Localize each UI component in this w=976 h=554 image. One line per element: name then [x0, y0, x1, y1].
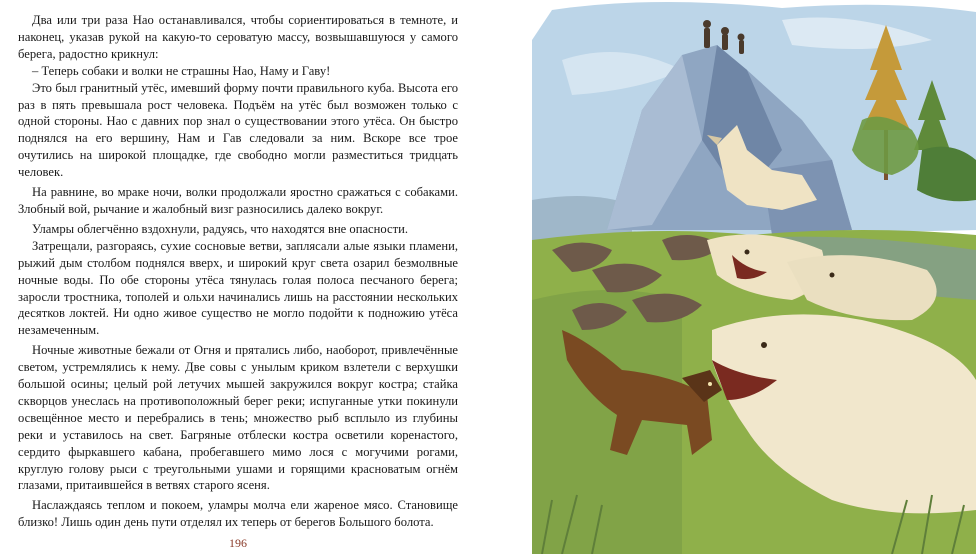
- page-number: 196: [229, 536, 247, 550]
- paragraph: Два или три раза Нао останавливался, чтобы сориентироваться в темноте, и наконец, указав рукой на какую-то сероватую массу, возвышавшуюся у самого берега, радостно крикнул:: [18, 13, 458, 61]
- paragraph: Уламры облегчённо вздохнули, радуясь, что находятся вне опасности.: [32, 221, 408, 236]
- grass-shade: [532, 290, 682, 554]
- text-column: [18, 12, 458, 531]
- illustration-svg: [532, 0, 976, 554]
- paragraph: Наслаждаясь теплом и покоем, уламры молча ели жареное мясо. Становище близко! Лишь один день пути отделял их теперь от берегов Большого болота.: [18, 498, 458, 530]
- illustration-wolves-on-rock: [532, 0, 976, 554]
- paragraph: Ночные животные бежали от Огня и прятались либо, наоборот, привлечённые светом, устремлялись к нему. Две совы с унылым криком взлетели с верхушки большой осины; целый рой летучих мышей закружился вокруг костра; стайка скворцов унеслась на противоположный берег реки; испуганные утки покинули освещённое место и перебрались в тень; множество рыб всплыло из глубины реки и уставилось на свет. Багряные отблески костра осветили коренастого, сердито фыркавшего кабана, пробегавшего мимо лося с могучими рогами, круглую голову рыси с треугольными ушами и горящими красноватым огнём глазами, притаившейся в ветвях старого ясеня.: [18, 343, 458, 493]
- paragraph: Затрещали, разгораясь, сухие сосновые ветви, заплясали алые языки пламени, рыжий дым столбом поднялся вверх, и широкий круг света озарил безмолвные ночные воды. По обе стороны утёса тянулась голая полоса песчаного берега; заросли тростника, тополей и ольхи начинались лишь на расстоянии нескольких десятков локтей. Ни одно живое существо не могло подойти к подножию утёса незамеченным.: [18, 238, 458, 338]
- paragraph: На равнине, во мраке ночи, волки продолжали яростно сражаться с собаками. Злобный вой, рычание и жалобный визг разносились далеко вокруг.: [18, 185, 458, 216]
- paragraph: Это был гранитный утёс, имевший форму почти правильного куба. Высота его раз в пять превышала рост человека. Подъём на утёс был возможен только с одной стороны. Нао с давних пор знал о существовании этого утёса. Он быстро поднялся на его вершину, Нам и Гав следовали за ним. Вскоре все трое очутились на широкой площадке, где свободно могли разместиться тридцать человек.: [18, 80, 458, 180]
- paragraph: – Теперь собаки и волки не страшны Нао, Наму и Гаву!: [32, 63, 331, 78]
